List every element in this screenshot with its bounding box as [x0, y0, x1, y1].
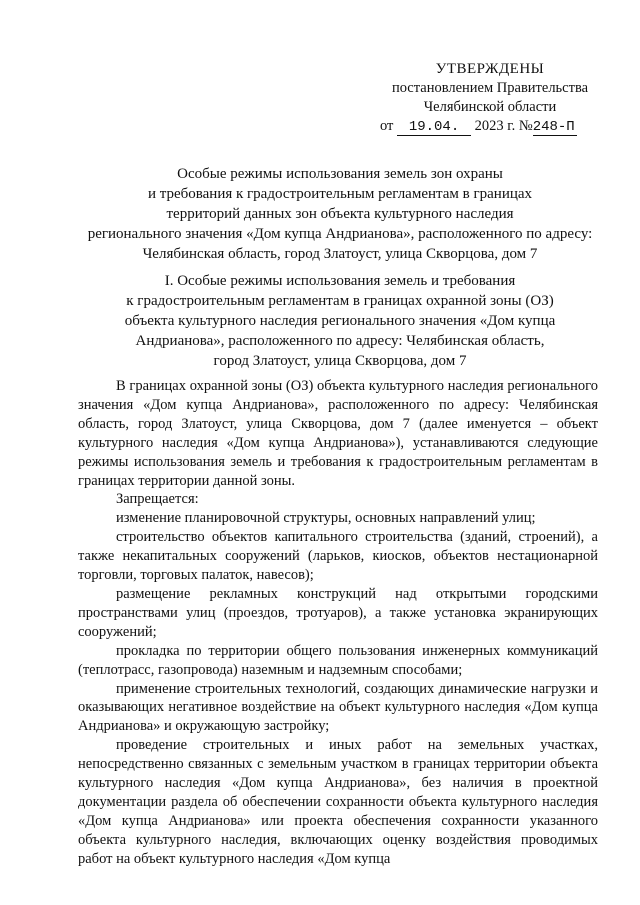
approval-line-2: Челябинской области — [423, 99, 557, 115]
forbidden-label: Запрещается: — [116, 491, 199, 508]
list-item: изменение планировочной структуры, основных направлений улиц; — [116, 510, 536, 527]
section-title-line: Андрианова», расположенного по адресу: Челябинская область, — [135, 333, 545, 349]
approval-from-label: от — [380, 118, 394, 134]
section-title — [60, 271, 620, 371]
approval-number-value: 248-П — [532, 119, 575, 135]
approval-year-label: 2023 г. № — [474, 118, 533, 134]
document-body — [78, 377, 598, 869]
section-title-line: I. Особые режимы использования земель и требования — [164, 273, 516, 289]
title-line: территорий данных зон объекта культурного наследия — [166, 206, 514, 222]
title-line: и требования к градостроительным регламентам в границах — [147, 186, 533, 202]
approval-date-line — [380, 117, 600, 136]
title-line: регионального значения «Дом купца Андрианова», расположенного по адресу: — [87, 226, 593, 242]
title-line: Особые режимы использования земель зон охраны — [177, 166, 503, 182]
list-item: проведение строительных и иных работ на земельных участках, непосредственно связанных с земельным участком в границах территории объекта культурного наследия «Дом купца Андрианова», без наличия в проектной документации раздела об обеспечении сохранности объекта культурного наследия «Дом купца Андрианова» или проекта обеспечения сохранности указанного объекта культурного наследия, включающих оценку воздействия проводимых работ на объект культурного наследия «Дом купца — [78, 737, 598, 867]
approval-date-value: 19.04. — [397, 119, 471, 136]
intro-paragraph: В границах охранной зоны (ОЗ) объекта культурного наследия регионального значения «Дом купца Андрианова», расположенного по адресу: Челябинская область, город Златоуст, улица Скворцова, дом 7 (далее именуется – объект культурного наследия «Дом купца Андрианова»), устанавливаются следующие режимы использования земель и требования к градостроительным регламентам в границах территории данной зоны. — [78, 378, 598, 489]
document-title — [60, 164, 620, 264]
approval-heading: УТВЕРЖДЕНЫ — [435, 61, 545, 77]
title-line: Челябинская область, город Златоуст, улица Скворцова, дом 7 — [142, 246, 538, 262]
list-item: применение строительных технологий, создающих динамические нагрузки и оказывающих негативное воздействие на объект культурного наследия «Дом купца Андрианова» и окружающую застройку; — [78, 680, 598, 735]
list-item: размещение рекламных конструкций над открытыми городскими пространствами улиц (проездов, тротуаров), а также установка экранирующих сооружений; — [78, 585, 598, 640]
list-item: прокладка по территории общего пользования инженерных коммуникаций (теплотрасс, газопровода) наземным и надземным способами; — [78, 642, 598, 678]
approval-stamp — [380, 60, 600, 136]
section-title-line: к градостроительным регламентам в границах охранной зоны (ОЗ) — [126, 293, 554, 309]
approval-line-1: постановлением Правительства — [391, 80, 589, 96]
section-title-line: объекта культурного наследия регионального значения «Дом купца — [124, 313, 556, 329]
section-title-line: город Златоуст, улица Скворцова, дом 7 — [213, 353, 467, 369]
list-item: строительство объектов капитального строительства (зданий, строений), а также некапитальных сооружений (ларьков, киосков, объектов нестационарной торговли, торговых палаток, навесов); — [78, 529, 598, 584]
